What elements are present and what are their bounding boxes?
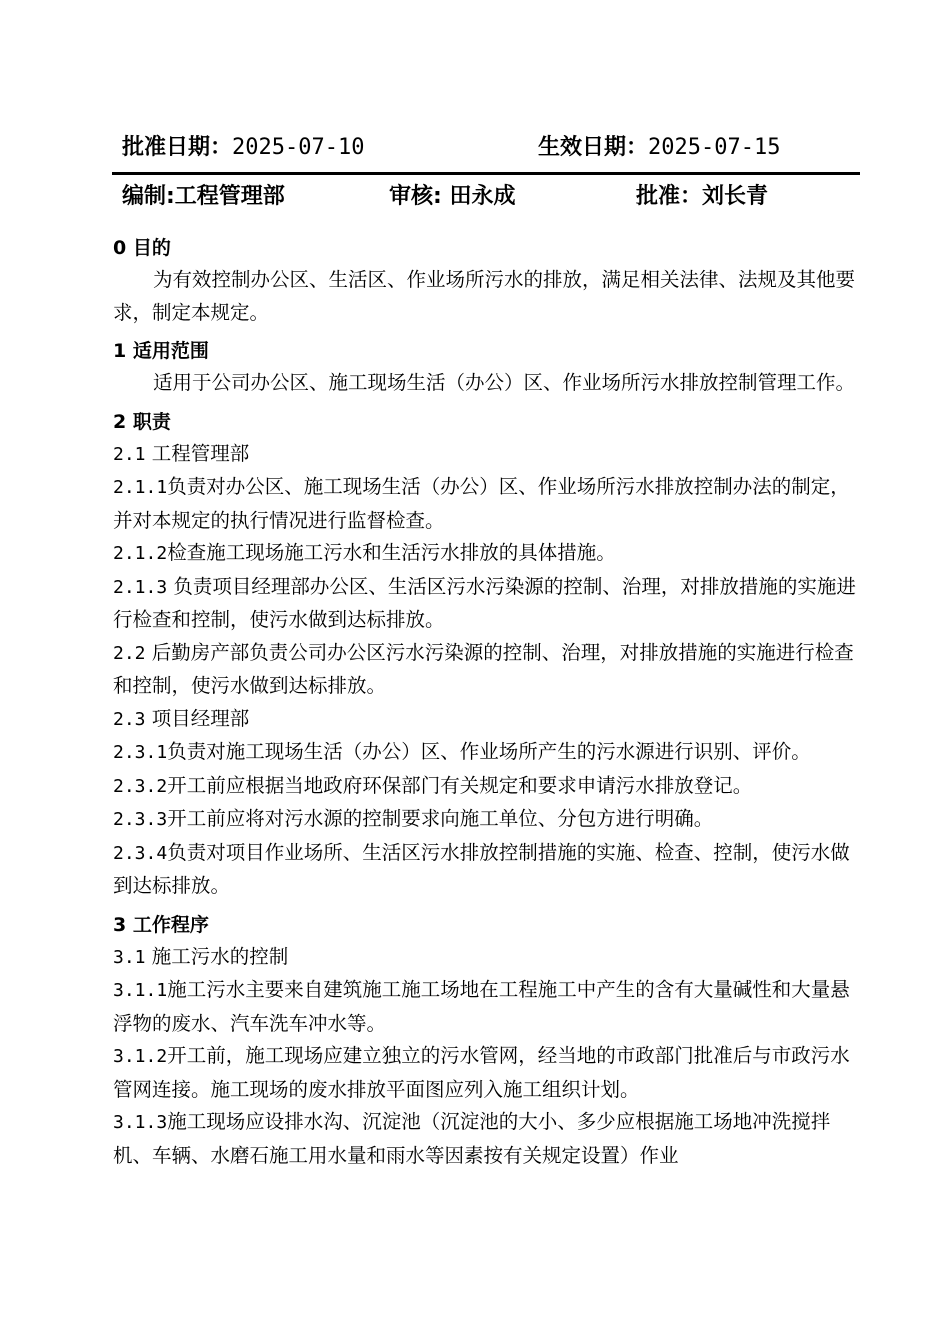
section-3-title: 3 工作程序 — [113, 913, 209, 936]
clause-2-1 — [113, 438, 863, 472]
clause-number: 3.1 — [113, 946, 146, 968]
clause-text: 开工前，施工现场应建立独立的污水管网，经当地的市政部门批准后与市政污水管网连接。施工现场的废水排放平面图应列入施工组织计划。 — [113, 1044, 850, 1101]
clause-2-2 — [113, 637, 863, 703]
clause-2-3-2 — [113, 770, 863, 804]
effective-date-label: 生效日期： — [538, 135, 649, 160]
document-body — [113, 232, 863, 1172]
clause-number: 2.3.4 — [113, 842, 168, 864]
approved-by: 批准：刘长青 — [636, 184, 769, 209]
clause-number: 2.1 — [113, 443, 146, 465]
clause-text: 负责对施工现场生活（办公）区、作业场所产生的污水源进行识别、评价。 — [167, 740, 811, 763]
clause-number: 3.1.3 — [113, 1112, 168, 1133]
effective-date-value: 2025-07-15 — [648, 135, 781, 160]
clause-text: 检查施工现场施工污水和生活污水排放的具体措施。 — [167, 541, 616, 564]
clause-text: 负责对项目作业场所、生活区污水排放控制措施的实施、检查、控制，使污水做到达标排放。 — [113, 840, 850, 897]
clause-2-3-4 — [113, 837, 863, 903]
clause-text: 负责项目经理部办公区、生活区污水污染源的控制、治理，对排放措施的实施进行检查和控制，使污水做到达标排放。 — [113, 574, 856, 631]
clause-3-1 — [113, 941, 863, 975]
clause-2-1-1 — [113, 471, 863, 537]
clause-2-3-3 — [113, 803, 863, 837]
clause-number: 2.3.3 — [113, 809, 168, 830]
clause-text: 开工前应根据当地政府环保部门有关规定和要求申请污水排放登记。 — [167, 773, 753, 797]
clause-text: 工程管理部 — [145, 441, 250, 465]
approval-date — [122, 133, 364, 163]
approval-date-label: 批准日期： — [122, 135, 233, 160]
approval-date-value: 2025-07-10 — [232, 135, 365, 160]
section-2-title: 2 职责 — [113, 410, 171, 433]
header-divider — [112, 172, 860, 175]
section-0-title: 0 目的 — [113, 237, 171, 259]
clause-number: 3.1.2 — [113, 1046, 168, 1067]
clause-2-1-3 — [113, 571, 863, 637]
clause-number: 2.2 — [113, 642, 146, 664]
clause-text: 开工前应将对污水源的控制要求向施工单位、分包方进行明确。 — [167, 807, 714, 830]
clause-text: 项目经理部 — [145, 706, 250, 730]
clause-2-3-1 — [113, 736, 863, 770]
clause-number: 2.1.3 — [113, 576, 168, 598]
effective-date — [538, 133, 780, 163]
clause-number: 3.1.1 — [113, 980, 168, 1001]
clause-text: 负责对办公区、施工现场生活（办公）区、作业场所污水排放控制办法的制定，并对本规定的执行情况进行监督检查。 — [113, 475, 850, 532]
clause-text: 施工污水主要来自建筑施工施工场地在工程施工中产生的含有大量碱性和大量悬浮物的废水、汽车洗车冲水等。 — [113, 978, 850, 1035]
clause-2-3 — [113, 703, 863, 737]
clause-number: 2.3.2 — [113, 775, 168, 797]
section-1-title: 1 适用范围 — [113, 340, 209, 362]
reviewed-by: 审核: 田永成 — [389, 184, 516, 209]
compiled-by: 编制:工程管理部 — [122, 184, 285, 209]
clause-text: 后勤房产部负责公司办公区污水污染源的控制、治理，对排放措施的实施进行检查和控制，使污水做到达标排放。 — [113, 640, 854, 697]
clause-3-1-1 — [113, 974, 863, 1040]
clause-number: 2.1.2 — [113, 543, 168, 564]
section-1-paragraph: 适用于公司办公区、施工现场生活（办公）区、作业场所污水排放控制管理工作。 — [153, 371, 856, 394]
clause-number: 2.3 — [113, 708, 146, 730]
clause-number: 2.1.1 — [113, 477, 168, 498]
clause-2-1-2 — [113, 537, 863, 571]
clause-3-1-2 — [113, 1040, 863, 1106]
clause-text: 施工污水的控制 — [145, 944, 289, 968]
clause-3-1-3 — [113, 1106, 863, 1172]
clause-number: 2.3.1 — [113, 742, 168, 763]
section-0-paragraph: 为有效控制办公区、生活区、作业场所污水的排放，满足相关法律、法规及其他要求，制定本规定。 — [113, 268, 856, 324]
clause-text: 施工现场应设排水沟、沉淀池（沉淀池的大小、多少应根据施工场地冲洗搅拌机、车辆、水磨石施工用水量和雨水等因素按有关规定设置）作业 — [113, 1110, 831, 1167]
